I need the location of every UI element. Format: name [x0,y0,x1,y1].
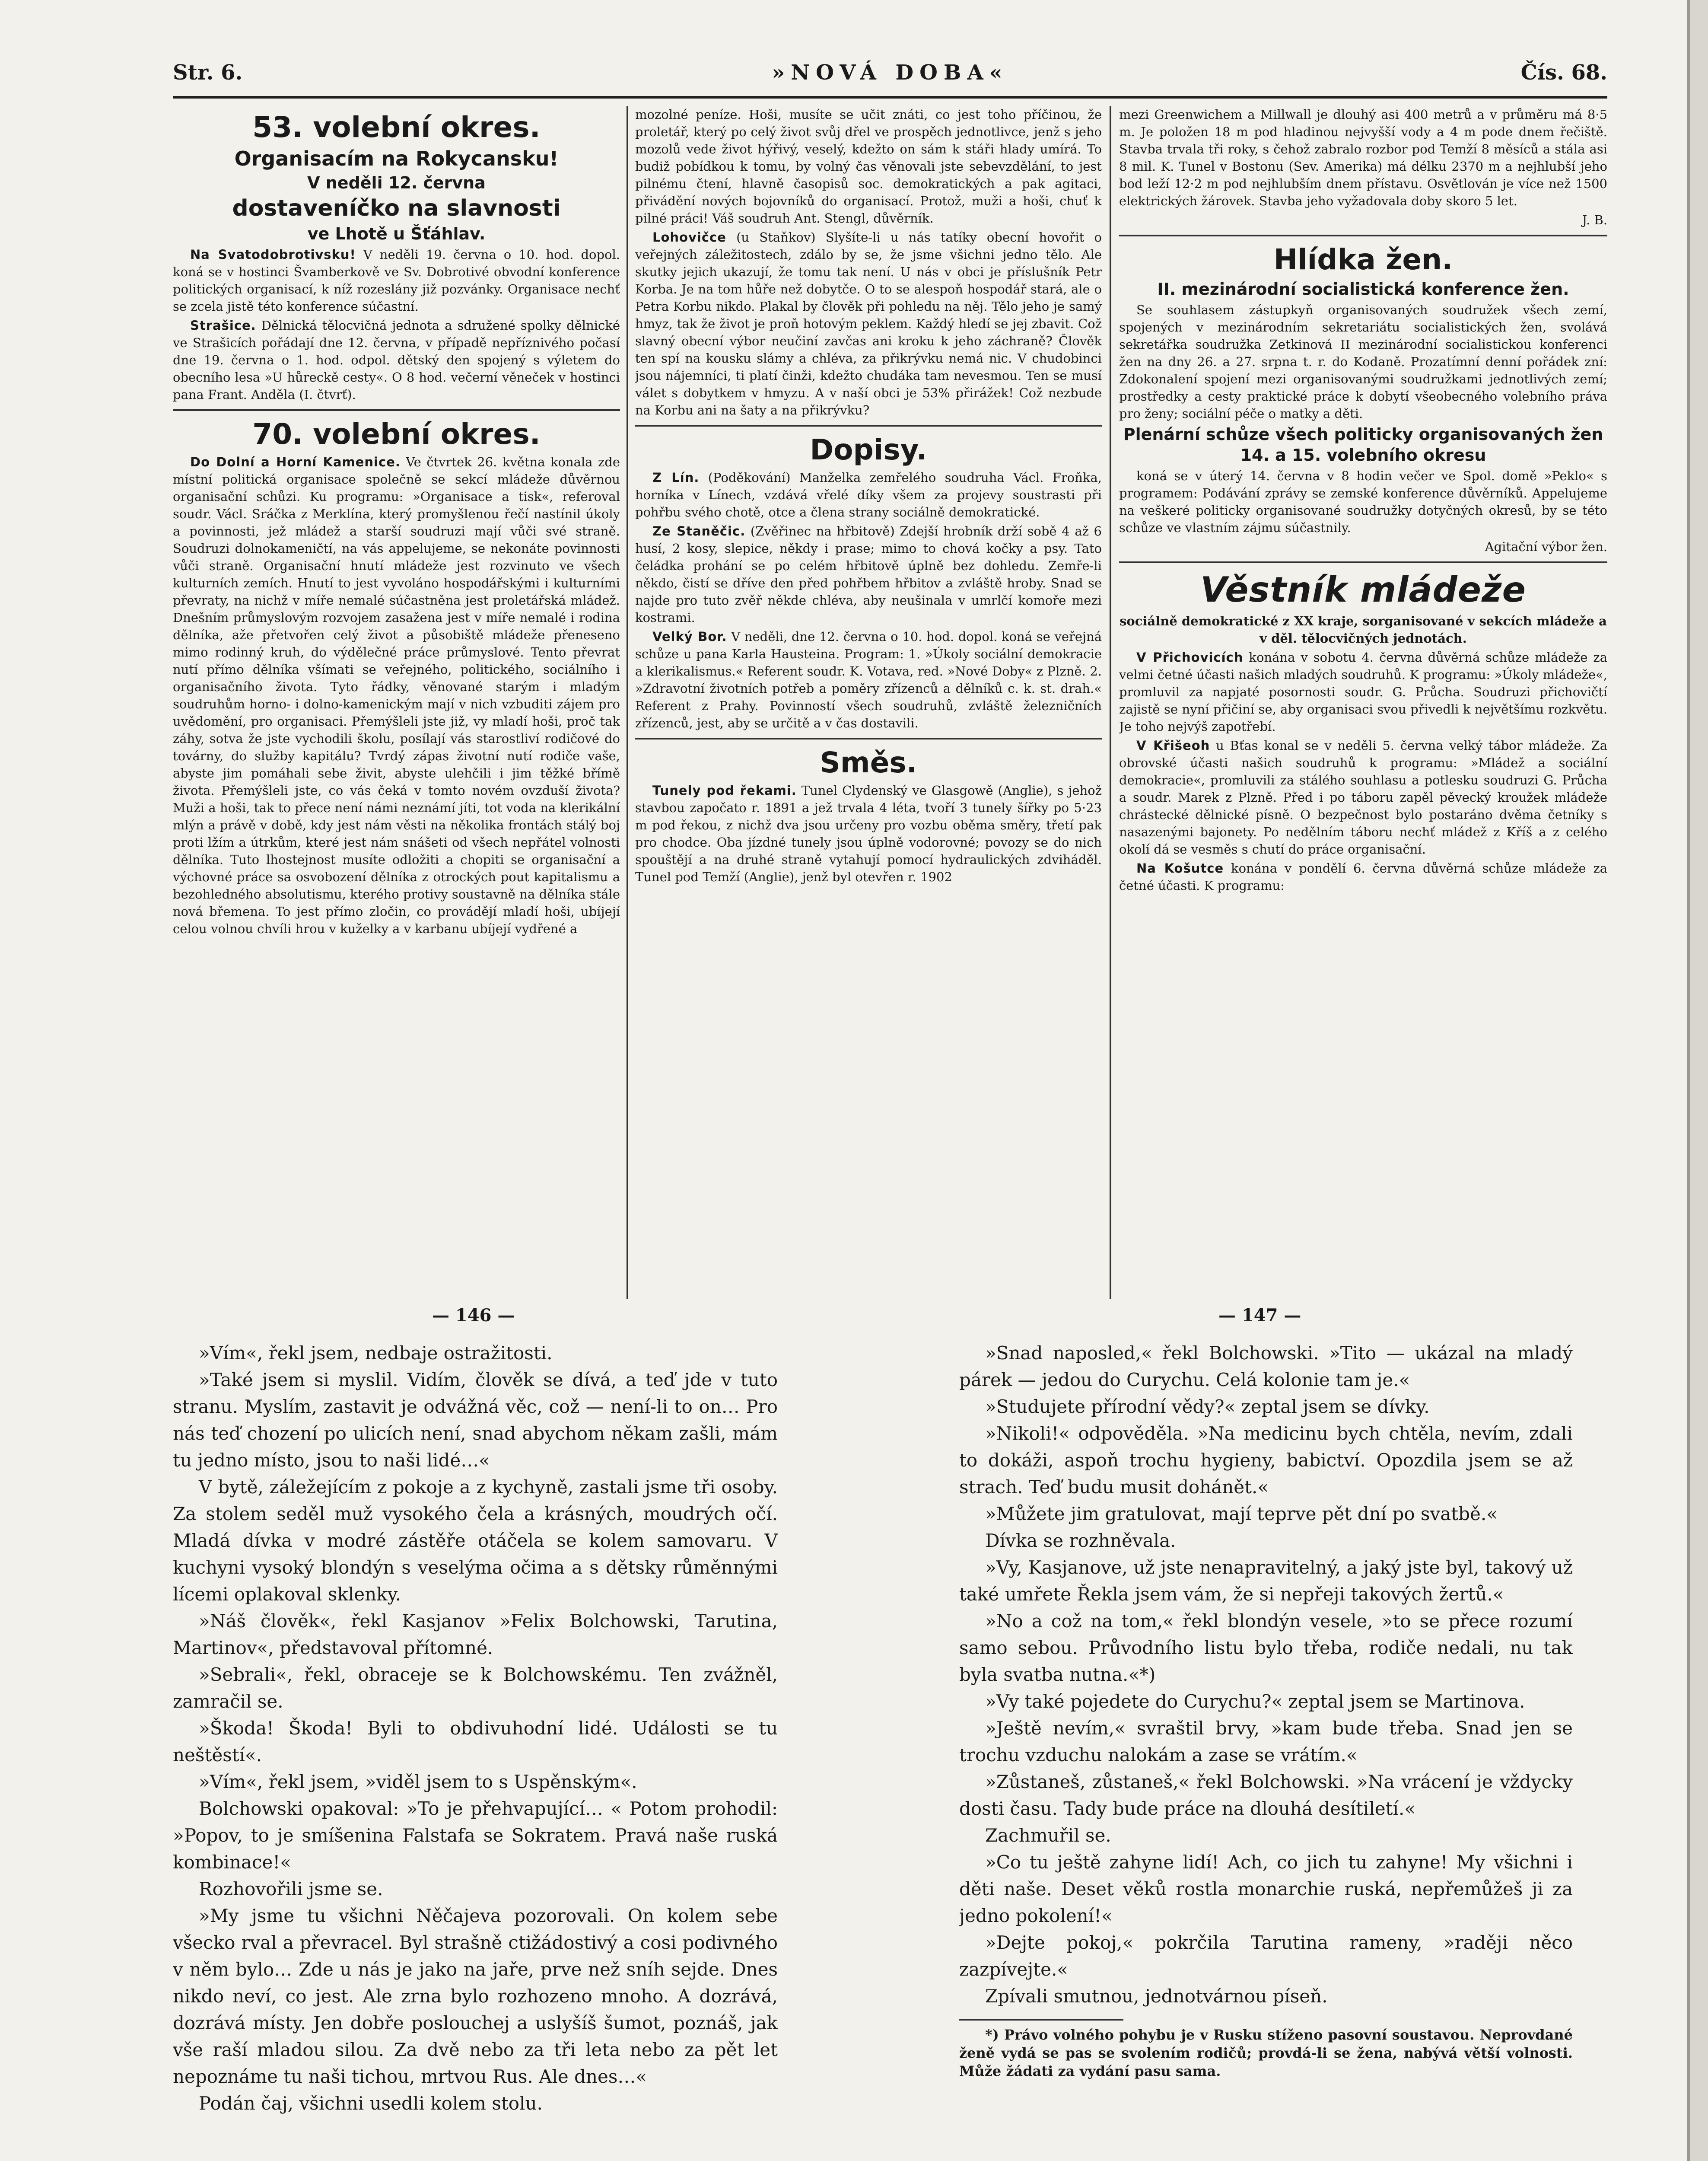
header-masthead: »NOVÁ DOBA« [772,61,1008,85]
paragraph-lead: Strašice. [190,318,256,333]
section-heading: Dopisy. [810,433,927,466]
book-paragraph: »Ještě nevím,« svraštil brvy, »kam bude třeba. Snad jen se trochu vzduchu nalokám a zase se vrátím.« [959,1718,1573,1766]
subheading: Organisacím na Rokycansku! [234,147,559,170]
section-intro: sociálně demokratické z XX kraje, sorganisované v sekcích mládeže a v děl. tělocvičných jednotách. [1120,614,1607,646]
paragraph-lead: Na Košutce [1136,861,1224,876]
paragraph-lead: Ze Staněčic. [652,524,746,539]
book-paragraph: »Také jsem si myslil. Vidím, člověk se dívá, a teď jde v tuto stranu. Myslím, zastavit je odvážná věc, což — není-li to on… Pro nás teď chození po ulicích není, snad abychom někam zašli, mám tu jedno místo, jsou to naši lidé…« [173,1369,778,1471]
book-paragraph: »Škoda! Škoda! Byli to obdivuhodní lidé. Události se tu neštěstí«. [173,1718,778,1766]
section-heading: Věstník mládeže [1200,570,1526,610]
column-rule [627,106,628,1299]
divider [635,738,1102,739]
paragraph: mozolné peníze. Hoši, musíte se učit znáti, co jest toho příčinou, že proletář, který po celý život svůj dřel ve prospěch jednotlivce, jenž s jeho mozolů vede život hýřivý, veselý, kdežto on sám k stáři hlady umírá. To budiž pobídkou k tomu, by volný čas věnovali jste sebevzdělání, to jest pilnému čtení, hlavně časopisů soc. demokratických a pak agitaci, přivádění nových bojovníků do organisací. Protož, muži a hoši, chuť k pilné práci! Váš soudruh Ant. Stengl, důvěrník. [635,107,1102,226]
section-heading: Směs. [820,746,917,779]
book-paragraph: »Studujete přírodní vědy?« zeptal jsem se dívky. [985,1396,1430,1417]
section-heading: Hlídka žen. [1273,243,1453,276]
paragraph-lead: Lohovičce [652,230,726,245]
book-paragraph: »Vím«, řekl jsem, nedbaje ostražitosti. [199,1342,553,1364]
book-page-right-text [959,1340,1573,2010]
paragraph [1119,649,1607,735]
paragraph-lead: V Křišeoh [1136,738,1210,753]
subheading: ve Lhotě u Šťáhlav. [307,224,486,243]
binding-edge [1687,0,1708,2161]
book-page-right [959,1340,1573,2161]
paragraph [173,246,620,315]
column-rule [1110,106,1111,1299]
book-page-number-right: — 147 — [1218,1305,1301,1326]
book-paragraph: »Dejte pokoj,« pokrčila Tarutina rameny, »raději něco zazpívejte.« [959,1932,1573,1980]
paragraph-text: (Zvěřinec na hřbitově) Zdejší hrobník drží sobě 4 až 6 husí, 2 kosy, slepice, někdy i prase; mimo to chová kočky a psy. Tato čeládka prohání se po celém hřbitově úplně bez dohledu. Zemře-li někdo, čistí se dříve den před pohřbem hřbitov a zvláště hroby. Snad se najde pro tuto zvěř někde chlévа, aby neušinala v umrlčí komoře mezi kostrami. [635,524,1102,625]
paragraph-text: u Bťas konal se v neděli 5. června velký tábor mládeže. Za obrovské účasti našich soudruhů k programu: »Mládež a sociální demokracie«, promluvili za stálého souhlasu a potlesku soudruzi G. Průcha a soudr. Marek z Plzně. Před i po táboru zapěl pěvecký kroužek mládeže chrástecké dělnické písně. O bezpečnost bylo postaráno dvěma četníky s nasazenými bajonety. Po nedělním táboru nechť mládež z Kříš a z celého okolí dá se vesměs s chutí do práce organisační. [1119,738,1607,857]
section-heading: 70. volební okres. [252,418,541,451]
book-paragraph: Zachmuřil se. [985,1825,1111,1846]
header-issue-number: Čís. 68. [1520,61,1607,85]
paragraph-text: Ve čtvrtek 26. května konala zde místní politická organisace společně se sekcí mládeže důvěrnou organisační schůzi. Ku programu: »Organisace a tisk«, referoval soudr. Václ. Sráčka z Merklína, který promyšlenou řečí nastínil úkoly a povinnosti, jež mládež a starší soudruzi mají vůči své straně. Soudruzi dolnokameničtí, na vás appelujeme, se nekonáte povinnosti vůči straně. Organisační hnutí mládeže jest rozvinuto ve všech kulturních zemích. Hnutí to jest vyvoláno hospodářskými i kulturními převraty, na nichž v míře nemalé súčastněna jest proletářská mládež. Dnešním průmyslovým rozvojem zasažena jest v míře nemalé i rodina dělníka, aže přetvořen celý život a působiště mládeže přeneseno mimo rodinný kruh, do výdělečné práce průmyslové. Tento převrat nutí přímo dělníka všímati se veřejného, politického, sociálního i organisačního života. Tyto řádky, věnované starým i mladým soudruhům horno- i dolno-kamenickým mají v nich vzbuditi zájem pro uvědomění, pro organisaci. Přemýšleli jste již, vy mladí hoši, proč tak záhy, sotva že jste vychodili školu, posílají vás starostliví rodičové do továrny, do služby kapitálu? Tvrdý zápas životní nutí rodiče vaše, abyste jim pomáhali sebe živit, abyste ulehčili i jim těžké břímě života. Přemýšleli jste, co vás čeká v tomto novém ovzduší života? Muži a hoši, tak to přece není námi neznámí jíti, tot voda na klerikální mlýn a právě v době, kdy jest nám věsti na několika frontách stálý boj proti lžím a útrkům, které jest nám snášeti od všech nepřátel volnosti dělníka. Tuto lhostejnost musíte odložiti a chopiti se organisační a výchovné práce sa osvobození dělníka z otrockých pout kapitalismu a bezohledného absolutismu, kterého protivy soustavně na dělníka stále nová břemena. To jest přímo zločin, co provádějí mladí hoši, ubíjejí celou volnou chvíli hrou v kuželky a v karbanu ubíjejí vydřené a [173,455,620,936]
book-paragraph: »Vy také pojedete do Curychu?« zeptal jsem se Martinova. [985,1691,1525,1712]
book-paragraph: Zpívali smutnou, jednotvárnou píseň. [985,1986,1328,2007]
paragraph-lead: V Přichovicích [1136,650,1244,665]
book-paragraph: »Nikoli!« odpověděla. »Na medicinu bych chtěla, nevím, zdali to dokáži, aspoň trochu hygieny, babictví. Opozdila jsem se až strach. Teď budu musit dohánět.« [959,1423,1573,1498]
paragraph-lead: Do Dolní a Horní Kamenice. [190,455,401,469]
paragraph [1119,860,1607,894]
paragraph-text: (u Staňkov) Slyšíte-li u nás tatíky obecní hovořit o veřejných záležitostech, zdálo by se, že jsme všichni jedno tělo. Ale skutky jejich ukazují, že tomu tak není. U nás v obci je příslušník Petr Korba. Je na tom hůře než dobytče. O to se alespoň hospodář stará, ale o Petra Korbu nikdo. Plakal by člověk při pohledu na něj. Tělo jeho je samý hmyz, tak že život je proň hotovým peklem. Každý hledí se jej zbavit. Což slavný obecní výbor neučiní zavčas ani kroku k jeho záchraně? Člověk ten spí na kousku slámy a chléva, za přikrývku nemá nic. V chudobinci jsou nájemníci, ti platí činži, kdežto chudáka tam nevesmou. Ten se musí válet s dobytkem v hmyzu. A v naší obci je 53% přirážek! Což nezbude na Korbu ani na šaty a na přikrývku? [635,230,1102,418]
column-2 [635,106,1102,1303]
book-paragraph: Podán čaj, všichni usedli kolem stolu. [199,2093,543,2114]
book-paragraph: »My jsme tu všichni Něčajeva pozorovali. On kolem sebe všecko rval a převracel. Byl strašně ctižádostivý a cosi podivného v něm bylo… Zde u nás je jako na jaře, prve než sníh sejde. Dnes nikdo neví, co jest. Ale zrna bylo rozhozeno mnoho. A dozrává, dozrává místy. Jen dobře poslouchej a uslyšíš šumot, poznáš, jak vše raší mladou silou. Za dvě nebo za tři leta nebo za pět let nepoznáme tu naši tichou, mrtvou Rus. Ale dnes…« [173,1905,778,2087]
book-paragraph: Rozhovořili jsme se. [199,1878,383,1900]
paragraph [635,523,1102,626]
paragraph-text: konána v sobotu 4. června důvěrná schůze mládeže za velmi četné účasti našich mladých soudruhů. K programu: »Úkoly mládeže«, promluvil za napjaté posornosti soudr. G. Průcha. Soudruzi přichovičtí zajistě se nyní přičiní se, aby organisaci svou přivedli k největšímu rozkvětu. Je toho nejvýš zapotřebí. [1119,650,1607,734]
book-paragraph: »Sebrali«, řekl, obraceje se k Bolchowskému. Ten zvážněl, zamračil se. [173,1664,778,1712]
book-paragraph: »No a což na tom,« řekl blondýn vesele, »to se přece rozumí samo sebou. Průvodního listu bylo třeba, rodiče nedali, nu tak byla svatba nutna.«*) [959,1610,1573,1685]
paragraph [1119,737,1607,858]
paragraph [635,229,1102,419]
paragraph [635,469,1102,521]
paragraph-text: Dělnická tělocvičná jednota a sdružené spolky dělnické ve Strašicích pořádají dne 12. června, v případě nepříznivého počasí dne 19. června o 1. hod. odpol. dětský den spojený s výletem do obecního lesa »U hůreckě cesty«. O 8 hod. večerní věneček v hostinci pana Frant. Anděla (I. čtvrť). [173,318,620,402]
paragraph: mezi Greenwichem a Millwall je dlouhý asi 400 metrů a v průměru má 8·5 m. Je položen 18 m pod hladinou nejvyšší vody a 4 m pode dnem řečiště. Stavba trvala tři roky, s čehož zabralo rozbor pod Temží 8 měsíců a stála asi 8 mil. K. Tunel v Bostonu (Sev. Amerika) má délku 2370 m a nejhlubší jeho bod leží 12·2 m pod nejhlubším dnem přístavu. Osvětlován je více než 1500 elektrických žárovek. Stavba jeho vyžadovala doby skoro 5 let. [1119,107,1607,208]
paragraph-text: konána v pondělí 6. června důvěrná schůze mládeže za četné účasti. K programu: [1119,861,1607,893]
page-header [173,61,1607,91]
book-paragraph: Bolchowski opakoval: »To je přehvapující… « Potom prohodil: »Popov, to je smíšenina Falstafa se Sokratem. Pravá naše ruská kombinace!« [173,1798,778,1873]
book-paragraph: »Vy, Kasjanove, už jste nenapravitelný, a jaký jste byl, takový už také umřete Řekla jsem vám, že si nepřeji takových žertů.« [959,1557,1573,1605]
paragraph-lead: Tunely pod řekami. [652,783,797,798]
column-1 [173,106,620,1303]
paragraph: koná se v úterý 14. června v 8 hodin večer ve Spol. domě »Peklo« s programem: Podávání zprávy se zemské konference důvěrníků. Appelujeme na veškeré politicky organisované soudružky dotyčných okresů, by se této schůze ve vlastním zájmu súčastnily. [1119,469,1607,535]
subheading: V neděli 12. června [307,173,486,192]
book-page-number-left: — 146 — [432,1305,515,1326]
signature: Agitační výbor žen. [1485,539,1607,554]
book-paragraph: »Zůstaneš, zůstaneš,« řekl Bolchowski. »Na vrácení je vždycky dosti času. Tady bude práce na dlouhá desítiletí.« [959,1771,1573,1819]
paragraph: Se souhlasem zástupkyň organisovaných soudružek všech zemí, spojených v mezinárodním sekretariátu socialistických žen, svolává sekretářka soudružka Zetkinová II mezinárodní socialistickou konferenci žen na dny 26. a 27. srpna t. r. do Kodaně. Prozatímní denní pořádek zní: Zdokonalení spojení mezi organisovanými soudružkami jednotlivých zemí; prostředky a cesty praktické práce k dobytí všeobecného volebního práva pro ženy; sociální péče o matky a děti. [1119,303,1607,421]
divider [1119,561,1607,563]
divider [173,409,620,411]
section-heading: 53. volební okres. [252,111,541,144]
divider [635,425,1102,427]
book-paragraph: »Vím«, řekl jsem, »viděl jsem to s Uspěnským«. [199,1771,637,1792]
book-paragraph: »Náš člověk«, řekl Kasjanov »Felix Bolchowski, Tarutina, Martinov«, představoval přítomné. [173,1610,778,1658]
book-paragraph: »Co tu ještě zahyne lidí! Ach, co jich tu zahyne! My všichni i děti naše. Deset věků rostla monarchie ruská, nepřemůžeš ji za jedno pokolení!« [959,1852,1573,1926]
subheading: Plenární schůze všech politicky organisovaných žen 14. a 15. volebního okresu [1123,425,1603,465]
paragraph [173,317,620,403]
book-paragraph: V bytě, záležejícím z pokoje a z kychyně, zastali jsme tři osoby. Za stolem seděl muž vysokého čela a krásných, moudrých očí. Mladá dívka v modré zástěře otáčela se kolem samovaru. V kuchyni vysoký blondýn s veselýma očima a s dětsky růměnnými lícemi oplakoval sklenky. [173,1476,778,1605]
book-paragraph: »Můžete jim gratulovat, mají teprve pět dní po svatbě.« [985,1503,1498,1524]
divider [1119,235,1607,236]
book-page-left [173,1340,778,2161]
paragraph-text: V neděli, dne 12. června o 10. hod. dopol. koná se veřejná schůze u pana Karla Hausteina. Program: 1. »Úkoly sociální demokracie a klerikalismus.« Referent soudr. K. Votava, red. »Nové Doby« z Plzně. 2. »Zdravotní životních potřeb a poměry zřízenců a dělníků c. k. st. drah.« Referent z Prahy. Povinností všech soudruhů, zvláště železničních zřízenců, jest, aby se určitě a v čas dostavili. [635,629,1102,730]
footnote: *) Právo volného pohybu je v Rusku stíženo pasovní soustavou. Neprovdané ženě vydá se pas se svolením rodičů; provdá-li se žena, nabývá větší volnosti. Může žádati za vydání pasu sama. [959,2027,1573,2079]
paragraph-text: Tunel Clydenský ve Glasgowě (Anglie), s jehož stavbou započato r. 1891 a jež trvala 4 léta, tvoří 3 tunely šířky po 5·23 m pod řekou, z nichž dva jsou určeny pro vozbu oběma směry, třetí pak pro chodce. Oba jízdné tunely jsou úplně vodorovné; povozy se do nich spouštějí a na druhé straně vytahují pomocí hydraulických zdviháděl. Tunel pod Temží (Anglie), jenž byl otevřen r. 1902 [635,783,1102,884]
paragraph [635,628,1102,732]
column-3 [1119,106,1607,1303]
header-rule [173,96,1607,99]
signature: J. B. [1582,213,1607,227]
book-paragraph: »Snad naposled,« řekl Bolchowski. »Tito — ukázal na mladý párek — jedou do Curychu. Celá kolonie tam je.« [959,1342,1573,1390]
footnote-rule [959,2019,1123,2021]
header-page-number: Str. 6. [173,61,243,85]
subheading: II. mezinárodní socialistická konference žen. [1157,280,1569,299]
paragraph-lead: Velký Bor. [652,629,727,644]
subheading: dostaveníčko na slavnosti [232,195,561,221]
paragraph-lead: Na Svatodobrotivsku! [190,247,356,262]
book-paragraph: Dívka se rozhněvala. [985,1530,1176,1551]
paragraph-text: (Poděkování) Manželka zemřelého soudruha Václ. Froňka, horníka v Línech, vzdává vřelé díky všem za projevy soustrasti při pohřbu svého chotě, otce a člena strany sociálně demokratické. [635,470,1102,520]
paragraph-text: V neděli 19. června o 10. hod. dopol. koná se v hostinci Švamberkově ve Sv. Dobrotivé obvodní konference politických organisací, k níž rozeslány již pozvánky. Organisace nechť se zcela jistě této konference súčastní. [173,247,620,314]
paragraph [173,453,620,937]
paragraph-lead: Z Lín. [652,470,700,485]
paragraph [635,782,1102,886]
